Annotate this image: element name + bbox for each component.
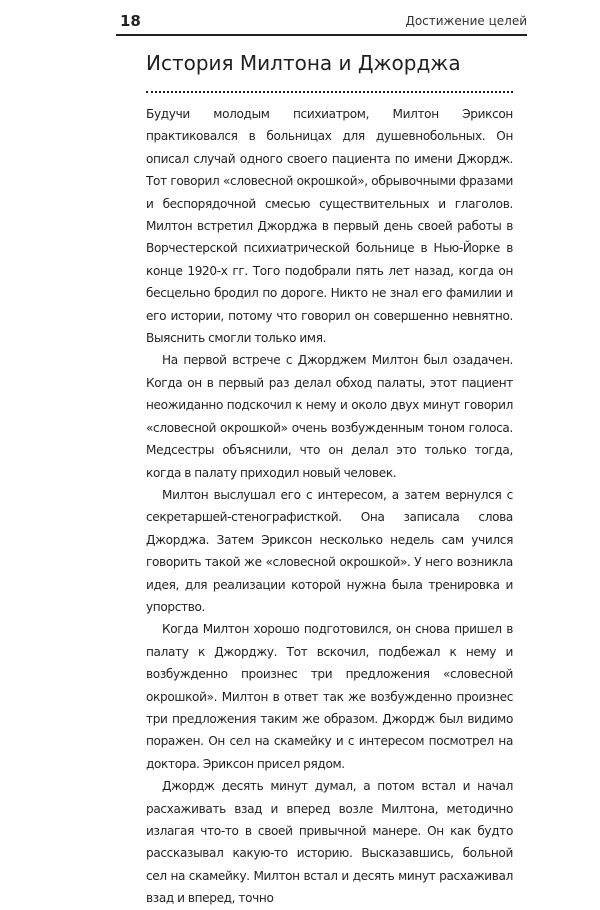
paragraph-3: Милтон выслушал его с интересом, а затем вернулся с секретаршей-стенографисткой. Она записала слова Джорджа. Затем Эриксон несколько недель сам учился говорить такой же «словесной окрошкой». У него возникла идея, для реализации которой нужна была тренировка и упорство.	[146, 487, 513, 614]
paragraph-1: Будучи молодым психиатром, Милтон Эриксон практиковался в больницах для душевнобольных. Он описал случай одного своего пациента по имени Джордж. Тот говорил «словесной окрошкой», обрывочными фразами и беспорядочной смесью существительных и глаголов. Милтон встретил Джорджа в первый день своей работы в Ворчестерской психиатрической больнице в Нью-Йорке в конце 1920-х гг. Того подобрали пять лет назад, когда он бесцельно бродил по дороге. Никто не знал его фамилии и его истории, потому что говорил он совершенно невнятно. Выяснить смогли только имя.	[146, 107, 513, 346]
chapter-title: История Милтона и Джорджа	[146, 51, 461, 75]
body-text	[146, 103, 513, 910]
running-title: Достижение целей	[405, 14, 527, 28]
paragraph-4: Когда Милтон хорошо подготовился, он снова пришел в палату к Джорджу. Тот вскочил, подбежал к нему и возбужденно произнес три предложения «словесной окрошкой». Милтон в ответ так же возбужденно произнес три предложения таким же образом. Джордж был видимо поражен. Он сел на скамейку и с интересом посмотрел на доктора. Эриксон присел рядом.	[146, 622, 513, 771]
title-divider	[146, 91, 513, 93]
page-number: 18	[120, 12, 141, 30]
paragraph-2: На первой встрече с Джорджем Милтон был озадачен. Когда он в первый раз делал обход палаты, этот пациент неожиданно подскочил к нему и около двух минут говорил «словесной окрошкой» очень возбужденным тоном голоса. Медсестры объяснили, что он делал это только тогда, когда в палату приходил новый человек.	[146, 353, 513, 480]
paragraph-5: Джордж десять минут думал, а потом встал и начал расхаживать взад и вперед возле Милтона, методично излагая что-то в своей привычной манере. Он как будто рассказывал какую-то историю. Высказавшись, больной сел на скамейку. Милтон встал и десять минут расхаживал взад и вперед, точно	[146, 779, 513, 906]
running-header	[116, 8, 527, 36]
